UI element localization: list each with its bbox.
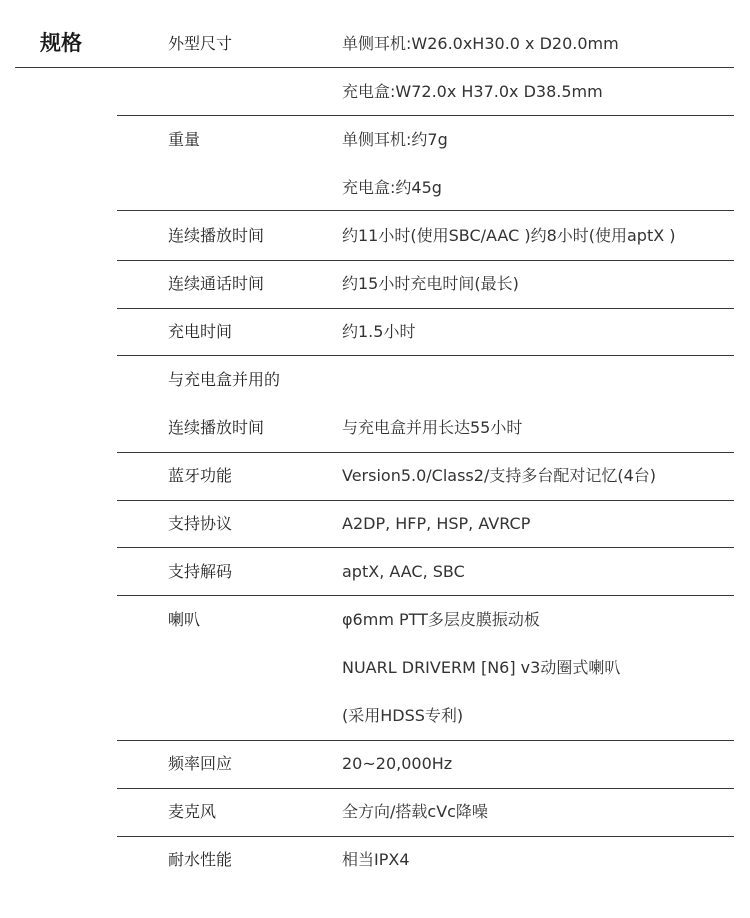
spec-value: 单侧耳机:约7g bbox=[342, 130, 448, 149]
spec-label: 与充电盒并用的 bbox=[168, 370, 281, 389]
divider bbox=[117, 452, 734, 453]
spec-value: 单侧耳机:W26.0xH30.0 x D20.0mm bbox=[342, 34, 619, 53]
spec-value: 约1.5小时 bbox=[342, 322, 416, 341]
spec-label: 连续播放时间 bbox=[168, 226, 265, 245]
divider bbox=[117, 115, 734, 116]
spec-value: 充电盒:约45g bbox=[342, 178, 442, 197]
spec-label: 支持解码 bbox=[168, 562, 233, 581]
spec-label: 麦克风 bbox=[168, 802, 217, 821]
spec-value: A2DP, HFP, HSP, AVRCP bbox=[342, 514, 531, 533]
divider bbox=[117, 836, 734, 837]
spec-value: (采用HDSS专利) bbox=[342, 706, 464, 725]
spec-value: Version5.0/Class2/支持多台配对记忆(4台) bbox=[342, 466, 657, 485]
spec-value: 充电盒:W72.0x H37.0x D38.5mm bbox=[342, 82, 603, 101]
section-title: 规格 bbox=[40, 31, 82, 55]
spec-value: NUARL DRIVERM [N6] v3动圈式喇叭 bbox=[342, 658, 621, 677]
spec-label: 耐水性能 bbox=[168, 850, 233, 869]
spec-value: 相当IPX4 bbox=[342, 850, 410, 869]
spec-label: 连续播放时间 bbox=[168, 418, 265, 437]
spec-label: 支持协议 bbox=[168, 514, 233, 533]
divider bbox=[117, 308, 734, 309]
spec-value: 20~20,000Hz bbox=[342, 754, 453, 773]
spec-value: 与充电盒并用长达55小时 bbox=[342, 418, 523, 437]
divider bbox=[117, 740, 734, 741]
spec-value: 约15小时充电时间(最长) bbox=[342, 274, 519, 293]
spec-label: 喇叭 bbox=[168, 610, 201, 629]
divider bbox=[117, 788, 734, 789]
spec-value: aptX, AAC, SBC bbox=[342, 562, 465, 581]
spec-label: 蓝牙功能 bbox=[168, 466, 233, 485]
spec-label: 外型尺寸 bbox=[168, 34, 233, 53]
spec-value: 全方向/搭载cVc降噪 bbox=[342, 802, 488, 821]
spec-label: 连续通话时间 bbox=[168, 274, 265, 293]
spec-label: 充电时间 bbox=[168, 322, 233, 341]
divider bbox=[117, 210, 734, 211]
spec-label: 重量 bbox=[168, 130, 201, 149]
divider bbox=[117, 260, 734, 261]
spec-value: φ6mm PTT多层皮膜振动板 bbox=[342, 610, 540, 629]
spec-label: 频率回应 bbox=[168, 754, 233, 773]
divider bbox=[117, 355, 734, 356]
divider bbox=[117, 547, 734, 548]
divider bbox=[15, 67, 734, 68]
spec-value: 约11小时(使用SBC/AAC )约8小时(使用aptX ) bbox=[342, 226, 676, 245]
divider bbox=[117, 595, 734, 596]
divider bbox=[117, 500, 734, 501]
